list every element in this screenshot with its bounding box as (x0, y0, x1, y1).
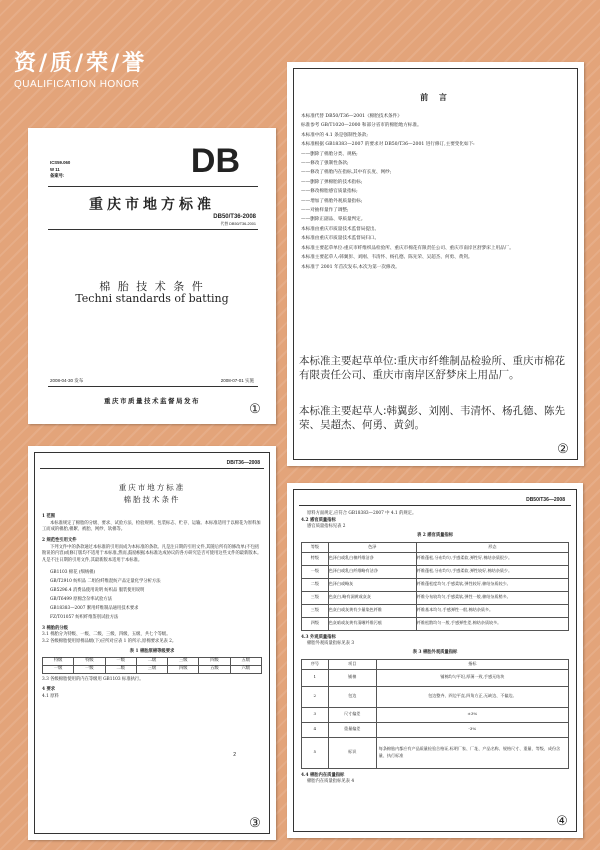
table-caption: 表 3 棉胎外观质量指标 (412, 649, 458, 655)
foreword-line: 本标准根据 GB18383—2007 的要求对 DB50/T36—2001 进行修订,主要变化如下: (301, 142, 475, 148)
table-cell: 重量偏差 (328, 722, 376, 737)
table-cell: 三级 (302, 591, 329, 604)
cover-title-en: Techni standards of batting (75, 292, 229, 305)
table-cell: -3% (376, 722, 568, 737)
reference-item: GB1103 棉花 (细绒棉) (50, 569, 96, 575)
page-number-badge: ③ (249, 815, 261, 830)
table-cell: 铺棉均匀平坦,厚薄一致,手感无结块 (376, 669, 568, 686)
drafting-units-enlarged: 本标准主要起草单位:重庆市纤维制品检验所、重庆市棉花有限责任公司、重庆市南岸区舒梦床上用品厂。 (299, 355, 566, 381)
page-number-badge: ② (557, 441, 569, 456)
table-row (302, 565, 569, 578)
table-cell: 色灰暗或灰黄有清晰纤维污痕 (328, 617, 416, 630)
section-subtitle: QUALIFICATION HONOR (14, 79, 140, 90)
foreword-line: ——修改了强制性条款; (301, 161, 349, 167)
table-cell: 四级 (168, 665, 199, 673)
table-row (302, 669, 569, 686)
section-heading: 1 范围 (42, 514, 56, 519)
table-cell: 5 (302, 737, 329, 768)
section-heading: 4.3 外观质量指标 (301, 634, 336, 640)
table-cell: 纤维分布较均匀,手感柔软,弹性一般,棉结杂质稍多。 (416, 591, 568, 604)
table-cell: 每条棉胎内都应有产品质量检验合格证,标明厂家、厂址、产品名称、规格尺寸、重量、等级、成份含量、执行标准 (376, 737, 568, 768)
table-cell: 特级 (74, 658, 105, 666)
table-cell: 纤维松散均匀一般,手感弹性差,棉结杂质较多。 (416, 617, 568, 630)
table-cell: 包边 (328, 686, 376, 707)
table-cell: 二级 (105, 665, 136, 673)
foreword-line: 本标准代替 DB50/T36—2001《棉胎技术条件》 (301, 114, 402, 119)
table-row (302, 617, 569, 630)
cover-title-cn: 棉 胎 技 术 条 件 (99, 280, 205, 293)
reference-item: GB5296.4 消费品使用说明 纺织品 服装使用说明 (50, 587, 145, 593)
table-header-cell: 序号 (302, 659, 329, 669)
table-row (302, 722, 569, 737)
section-text: 3.1 棉胎分为特级、一级、二级、三级、四级、五级、共七个等级。 (42, 632, 171, 638)
table-cell: 纤维蓬松,分布均匀,手感柔软,弹性好,棉结杂质很少。 (416, 552, 568, 565)
drafters-enlarged: 本标准主要起草人:韩翼彭、刘刚、韦清怀、杨孔德、陈先荣、吴超杰、何勇、黄剑。 (299, 405, 566, 431)
section-text: 棉胎外观质量指标见表 3 (307, 641, 355, 647)
page-code: DB/T36—2008 (226, 460, 260, 466)
table-cell: 纤维蓬松度均匀,手感柔软,弹性较好,棉结杂质较少。 (416, 578, 568, 591)
table-cell: 三级 (302, 604, 329, 617)
table-cell: 纤维基本均匀,手感弹性一般,棉结杂质多。 (416, 604, 568, 617)
table-cell: 一级 (105, 658, 136, 666)
page-std-title: 重庆市地方标准 (118, 483, 186, 492)
section-heading: 4.4 棉胎内在质量指标 (301, 772, 345, 778)
table-cell: 一级 (74, 665, 105, 673)
reference-item: FZ/T01057 纺织纤维鉴别试验方法 (50, 614, 119, 620)
section-title: 资/质/荣/誉 (14, 50, 148, 76)
meta-record: 备案号: (50, 173, 65, 179)
table-cell: 一级 (302, 565, 329, 578)
table-row (302, 591, 569, 604)
foreword-line: 标准参考 GB/T1020—2000 和部分省市的棉胎地方标准。 (301, 123, 422, 129)
reference-item: GB18383—2007 絮用纤维制品通用技术要求 (50, 605, 139, 611)
table-row (43, 665, 262, 673)
table-caption: 表 1 棉胎原棉等级要求 (129, 648, 175, 654)
foreword-line: 本标准由重庆市质量技术监督局归口。 (301, 236, 380, 242)
publish-date: 2008-04-30 发布 (50, 378, 84, 383)
page-number-badge: ① (249, 401, 261, 416)
table-cell: 色泽白或乳白棉纤维洁净 (328, 552, 416, 565)
db-mark: DB (190, 142, 240, 180)
table-cell: 4 (302, 722, 329, 737)
table-cell: 1 (302, 669, 329, 686)
sensory-quality-table (301, 542, 569, 631)
foreword-line: 本标准由重庆市质量技术监督局提出。 (301, 226, 380, 232)
section-text: 3.2 各级棉胎使用原棉品级(下)应所对应表 1 的所示,原棉要求见表 2。 (42, 639, 177, 644)
foreword-line: ——删除了弹棉胎的技术指标; (301, 179, 363, 185)
table-cell: 三级 (136, 665, 167, 673)
table-header-row (302, 659, 569, 669)
page-number: 2 (233, 752, 236, 758)
table-header-row (302, 542, 569, 552)
table-row (43, 658, 262, 666)
meta-ics: ICS59.060 (50, 160, 71, 165)
document-foreword-page[interactable] (287, 62, 584, 466)
table-cell: 二级 (136, 658, 167, 666)
section-text: 4.1 原料 (42, 693, 59, 699)
table-row (302, 578, 569, 591)
table-cell: 五级 (230, 658, 261, 666)
table-header-cell: 形态 (416, 542, 568, 552)
reference-item: GB/T2910 纺织品 二组份纤维混纺产品定量化学分析方法 (50, 578, 161, 584)
section-heading: 2 规范性引用文件 (42, 537, 77, 543)
table-row (302, 604, 569, 617)
section-heading: 4 要求 (42, 687, 56, 693)
appearance-quality-table (301, 659, 569, 769)
section-text: 3.3 各级棉胎使用的内在等级用 GB1103 标准执行。 (42, 676, 144, 682)
table-cell: 铺棉 (328, 669, 376, 686)
section-header (14, 46, 147, 90)
foreword-line: ——对抽样量作了调整; (301, 208, 349, 214)
table-cell: 色泽白或略灰 (328, 578, 416, 591)
section-text: 下列文件中的条款通过本标准的引用而成为本标准的条款。凡是注日期的引用文件,其随后所有的修改单(不包括勘误的内容)或修订版均不适用于本标准,然而,鼓励根据本标准达成协议的各方研究是否可使用这些文件的最新版本。凡是不注日期的引用文件,其最新版本适用于本标准。 (42, 544, 262, 563)
table-cell: 纤维蓬松,分布均匀,手感柔软,弹性较好,棉结杂质少。 (416, 565, 568, 578)
table-header-cell: 等级 (302, 542, 329, 552)
section-text: 棉胎内在质量指标见表 4 (307, 779, 355, 785)
table-cell: 二级 (302, 578, 329, 591)
table-cell: 色灰白或灰黄有少量染色纤维 (328, 604, 416, 617)
table-cell: 特级 (302, 552, 329, 565)
table-header-cell: 色泽 (328, 542, 416, 552)
section-text: 本标准规定了棉胎的分级、要求、试验方法、检验规则、包装标志、贮存、运输。本标准适用于以棉花为原料加工而成的棉胎,棉絮、被胎、网纱、软棉等。 (42, 520, 261, 533)
table-row (302, 552, 569, 565)
table-header-cell: 项目 (328, 659, 376, 669)
document-cover-page[interactable] (28, 128, 276, 424)
foreword-line: ——修改棉胎感官质量指标; (301, 189, 358, 195)
table-row (302, 737, 569, 768)
table-cell: 六级 (230, 665, 261, 673)
section-text: 感官质量指标见表 2 (307, 524, 346, 530)
foreword-line: ——增加了棉胎外观质量指标; (301, 198, 363, 204)
table-cell: 特级 (43, 658, 74, 666)
foreword-heading: 前 言 (420, 92, 451, 102)
foreword-line: 本标准于 2001 年首次发布,本次为第一次修改。 (301, 264, 400, 270)
page-title: 棉胎技术条件 (123, 495, 181, 504)
cover-meta (50, 160, 70, 180)
table-cell: ±3% (376, 707, 568, 722)
table-row (302, 707, 569, 722)
table-cell: 色灰白,略有洞黄或灰灰 (328, 591, 416, 604)
table-cell: 五级 (199, 665, 230, 673)
foreword-line: 本标准主要起草人:韩翼彭、刘刚、韦清怀、杨孔德、陈先荣、吴超杰、何勇、黄剑。 (301, 255, 473, 261)
table-cell: 尺寸偏差 (328, 707, 376, 722)
foreword-line: 本标准主要起草单位:重庆市纤维织品检验所、重庆市棉花有限责任公司、重庆市南岸区舒梦床上用品厂。 (301, 245, 514, 251)
foreword-line: 本标准中的 4.1 条是强制性条款; (301, 132, 368, 138)
table-cell: 三级 (168, 658, 199, 666)
cover-code-sub: 代替 DB50/T36-2001 (220, 222, 256, 226)
foreword-body (301, 112, 570, 272)
cover-std-title: 重庆市地方标准 (89, 197, 215, 213)
page-body (301, 511, 569, 786)
implement-date: 2008-07-01 实施 (220, 378, 254, 383)
page-body (42, 514, 262, 701)
section-heading: 3 棉胎的分级 (42, 625, 68, 631)
table-header-cell: 指标 (376, 659, 568, 669)
table-cell: 四级 (302, 617, 329, 630)
table-cell: 一级 (43, 665, 74, 673)
foreword-line: ——修改了棉胎内在指标,其中有长度、网纱; (301, 170, 392, 176)
table-row (302, 686, 569, 707)
table-cell: 3 (302, 707, 329, 722)
foreword-line: ——删除了棉胎分类、规格; (301, 151, 358, 157)
table-cell: 标识 (328, 737, 376, 768)
reference-item: GB/T6499 原棉含杂率试验方法 (50, 596, 112, 602)
page-number-badge: ④ (556, 813, 568, 828)
table-cell: 包边整齐、四边平直,四角方正,无缺边、不偏边。 (376, 686, 568, 707)
section-text: 原料方面规定,应符合 GB18383—2007 中 4.1 的规定。 (307, 511, 417, 516)
document-page-quality[interactable] (287, 483, 583, 838)
section-heading: 4.2 感官质量指标 (301, 517, 336, 523)
foreword-line: ——删除正副品、零质量判定。 (301, 217, 366, 223)
meta-w: W 11 (50, 166, 60, 172)
document-page-scope[interactable] (28, 446, 276, 840)
table-cell: 2 (302, 686, 329, 707)
cover-issuer: 重庆市质量技术监督局发布 (104, 397, 200, 405)
table-cell: 色泽白或乳白纤维略有洁净 (328, 565, 416, 578)
page-code: DB50/T36—2008 (526, 497, 565, 503)
table-cell: 四级 (199, 658, 230, 666)
grade-table (42, 657, 262, 673)
table-caption: 表 2 感官质量指标 (416, 532, 454, 538)
cover-code: DB50/T36-2008 (213, 214, 256, 220)
